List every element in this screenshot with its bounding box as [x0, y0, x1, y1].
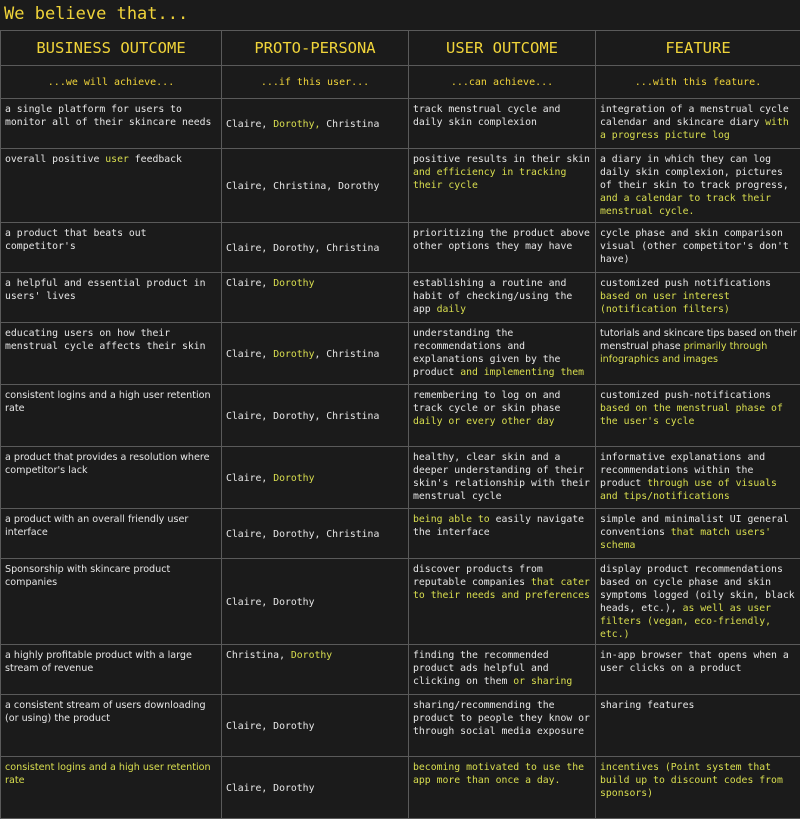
cell-text: Claire, Christina, Dorothy	[226, 181, 379, 192]
cell-text: user	[105, 154, 129, 165]
cell-text: Claire, Dorothy, Christina	[226, 243, 379, 254]
cell-text: healthy, clear skin and a deeper understanding of their skin's relationship with their menstrual cycle	[413, 452, 590, 502]
feature-cell	[596, 645, 800, 695]
feature-cell	[596, 559, 800, 645]
cell-text: as well as user filters (vegan, eco-friendly, etc.)	[600, 603, 771, 640]
cell-text: daily	[437, 304, 467, 315]
proto-persona-cell	[222, 385, 409, 447]
cell-text: based on user interest (notification filters)	[600, 291, 730, 315]
cell-text: track menstrual cycle and daily skin complexion	[413, 104, 560, 128]
subheader-proto-persona: ...if this user...	[222, 66, 409, 99]
cell-text: becoming motivated to use the app more than once a day.	[413, 762, 584, 786]
header-row	[1, 31, 800, 66]
cell-text: that match users' schema	[600, 527, 771, 551]
cell-text: a consistent stream of users downloading (or using) the product	[5, 700, 206, 724]
table-row	[1, 273, 800, 323]
header-business-outcome: BUSINESS OUTCOME	[1, 31, 222, 66]
cell-text: or sharing	[513, 676, 572, 687]
table-row	[1, 645, 800, 695]
header-feature: FEATURE	[596, 31, 800, 66]
cell-text: and implementing them	[460, 367, 584, 378]
cell-text: prioritizing the product above other options they may have	[413, 228, 590, 252]
business-outcome-cell	[1, 509, 222, 559]
feature-cell	[596, 385, 800, 447]
user-outcome-cell	[409, 273, 596, 323]
feature-cell	[596, 323, 800, 385]
assumptions-table	[0, 30, 800, 819]
table-row	[1, 757, 800, 819]
business-outcome-cell	[1, 645, 222, 695]
cell-text: Claire,	[226, 119, 273, 130]
cell-text: consistent logins and a high user retention rate	[5, 762, 211, 786]
cell-text: Claire, Dorothy, Christina	[226, 529, 379, 540]
feature-cell	[596, 273, 800, 323]
business-outcome-cell	[1, 223, 222, 273]
cell-text: remembering to log on and track cycle or skin phase	[413, 390, 560, 414]
feature-cell	[596, 695, 800, 757]
cell-text: a product that provides a resolution where competitor's lack	[5, 452, 210, 476]
business-outcome-cell	[1, 559, 222, 645]
feature-cell	[596, 447, 800, 509]
cell-text: sharing/recommending the product to people they know or through social media exposure	[413, 700, 590, 737]
table-row	[1, 385, 800, 447]
table-row	[1, 323, 800, 385]
table-row	[1, 447, 800, 509]
user-outcome-cell	[409, 385, 596, 447]
cell-text: incentives (Point system that build up to discount codes from sponsors)	[600, 762, 783, 799]
proto-persona-cell	[222, 559, 409, 645]
cell-text: , Christina	[314, 349, 379, 360]
table-row	[1, 99, 800, 149]
proto-persona-cell	[222, 447, 409, 509]
cell-text: tutorials and skincare tips based on their menstrual phase	[600, 328, 797, 352]
cell-text: customized push-notifications	[600, 390, 771, 401]
cell-text: easily navigate the interface	[413, 514, 584, 538]
cell-text: in-app browser that opens when a user clicks on a product	[600, 650, 789, 674]
page-title: We believe that...	[0, 0, 800, 30]
proto-persona-cell	[222, 323, 409, 385]
subheader-feature: ...with this feature.	[596, 66, 800, 99]
cell-text: Dorothy,	[273, 119, 320, 130]
proto-persona-cell	[222, 645, 409, 695]
header-proto-persona: PROTO-PERSONA	[222, 31, 409, 66]
cell-text: based on the menstrual phase of the user's cycle	[600, 403, 783, 427]
cell-text: consistent logins and a high user retention rate	[5, 390, 211, 414]
subheader-user-outcome: ...can achieve...	[409, 66, 596, 99]
user-outcome-cell	[409, 149, 596, 223]
user-outcome-cell	[409, 323, 596, 385]
business-outcome-cell	[1, 323, 222, 385]
table-row	[1, 149, 800, 223]
cell-text: a product with an overall friendly user interface	[5, 514, 188, 538]
cell-text: Claire,	[226, 473, 273, 484]
cell-text: primarily through infographics and images	[600, 341, 767, 365]
user-outcome-cell	[409, 509, 596, 559]
user-outcome-cell	[409, 695, 596, 757]
table-row	[1, 559, 800, 645]
proto-persona-cell	[222, 273, 409, 323]
cell-text: a product that beats out competitor's	[5, 228, 147, 252]
business-outcome-cell	[1, 385, 222, 447]
business-outcome-cell	[1, 447, 222, 509]
feature-cell	[596, 223, 800, 273]
cell-text: Sponsorship with skincare product companies	[5, 564, 170, 588]
table-row	[1, 695, 800, 757]
cell-text: being able to	[413, 514, 490, 525]
cell-text: educating users on how their menstrual cycle affects their skin	[5, 328, 206, 352]
cell-text: discover products from reputable companies	[413, 564, 543, 588]
cell-text: understanding the recommendations and explanations given by the product	[413, 328, 560, 378]
user-outcome-cell	[409, 757, 596, 819]
business-outcome-cell	[1, 695, 222, 757]
proto-persona-cell	[222, 223, 409, 273]
cell-text: through use of visuals and tips/notifications	[600, 478, 777, 502]
cell-text: Christina,	[226, 650, 291, 661]
feature-cell	[596, 509, 800, 559]
table-row	[1, 223, 800, 273]
cell-text: feedback	[129, 154, 182, 165]
feature-cell	[596, 149, 800, 223]
cell-text: Claire,	[226, 349, 273, 360]
cell-text: that cater to their needs and preferences	[413, 577, 590, 601]
user-outcome-cell	[409, 223, 596, 273]
user-outcome-cell	[409, 447, 596, 509]
cell-text: and a calendar to track their menstrual cycle.	[600, 193, 771, 217]
cell-text: integration of a menstrual cycle calendar and skincare diary	[600, 104, 789, 128]
business-outcome-cell	[1, 149, 222, 223]
cell-text: Claire, Dorothy	[226, 721, 314, 732]
cell-text: Claire, Dorothy	[226, 783, 314, 794]
business-outcome-cell	[1, 273, 222, 323]
cell-text: Christina	[320, 119, 379, 130]
cell-text: a diary in which they can log daily skin complexion, pictures of their skin to track progress,	[600, 154, 789, 191]
cell-text: a helpful and essential product in users' lives	[5, 278, 206, 302]
proto-persona-cell	[222, 99, 409, 149]
cell-text: cycle phase and skin comparison visual (other competitor's don't have)	[600, 228, 789, 265]
user-outcome-cell	[409, 645, 596, 695]
cell-text: sharing features	[600, 700, 694, 711]
cell-text: Claire, Dorothy, Christina	[226, 411, 379, 422]
proto-persona-cell	[222, 149, 409, 223]
table-row	[1, 509, 800, 559]
user-outcome-cell	[409, 559, 596, 645]
cell-text: and efficiency in tracking their cycle	[413, 167, 566, 191]
cell-text: with a progress picture log	[600, 117, 789, 141]
business-outcome-cell	[1, 757, 222, 819]
cell-text: display product recommendations based on cycle phase and skin symptoms logged (oily skin, black heads, etc.),	[600, 564, 795, 614]
cell-text: overall positive	[5, 154, 105, 165]
cell-text: Dorothy	[291, 650, 332, 661]
cell-text: a single platform for users to monitor all of their skincare needs	[5, 104, 211, 128]
user-outcome-cell	[409, 99, 596, 149]
proto-persona-cell	[222, 757, 409, 819]
cell-text: finding the recommended product ads helpful and clicking on them	[413, 650, 549, 687]
business-outcome-cell	[1, 99, 222, 149]
cell-text: simple and minimalist UI general conventions	[600, 514, 789, 538]
cell-text: Dorothy	[273, 278, 314, 289]
cell-text: positive results in their skin	[413, 154, 590, 165]
cell-text: Claire,	[226, 278, 273, 289]
subheader-row	[1, 66, 800, 99]
cell-text: Dorothy	[273, 349, 314, 360]
feature-cell	[596, 757, 800, 819]
cell-text: a highly profitable product with a large stream of revenue	[5, 650, 192, 674]
cell-text: daily or every other day	[413, 416, 555, 427]
feature-cell	[596, 99, 800, 149]
cell-text: customized push notifications	[600, 278, 771, 289]
cell-text: informative explanations and recommendations within the product	[600, 452, 765, 489]
cell-text: establishing a routine and habit of checking/using the app	[413, 278, 572, 315]
header-user-outcome: USER OUTCOME	[409, 31, 596, 66]
cell-text: Dorothy	[273, 473, 314, 484]
cell-text: Claire, Dorothy	[226, 597, 314, 608]
proto-persona-cell	[222, 695, 409, 757]
proto-persona-cell	[222, 509, 409, 559]
subheader-business-outcome: ...we will achieve...	[1, 66, 222, 99]
